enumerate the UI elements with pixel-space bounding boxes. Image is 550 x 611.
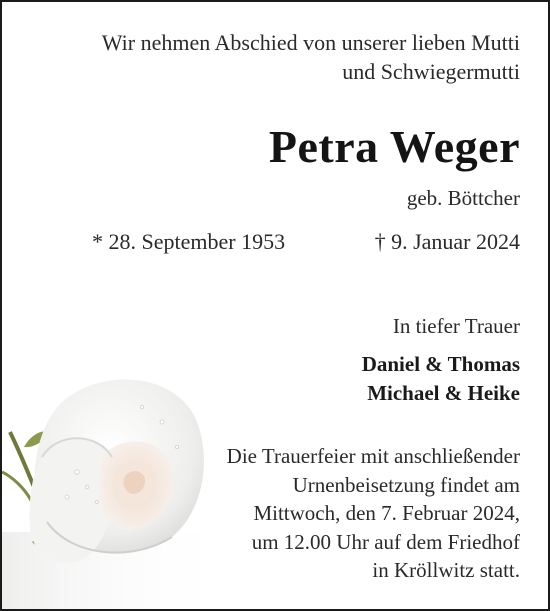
service-line-4: um 12.00 Uhr auf dem Friedhof xyxy=(251,529,520,554)
intro-text xyxy=(102,28,520,86)
mourning-line: In tiefer Trauer xyxy=(392,314,520,338)
service-line-1: Die Trauerfeier mit anschließender xyxy=(226,444,520,468)
deceased-name: Petra Weger xyxy=(268,121,520,172)
service-line-2: Urnenbeisetzung findet am xyxy=(292,472,520,497)
mourners-list xyxy=(362,350,520,408)
service-details xyxy=(227,442,520,585)
life-dates xyxy=(92,228,520,256)
intro-line-1: Wir nehmen Abschied von unserer lieben Mutti xyxy=(101,30,520,55)
intro-line-2: und Schwiegermutti xyxy=(342,59,520,84)
death-date: † 9. Januar 2024 xyxy=(374,229,520,254)
birth-name: geb. Böttcher xyxy=(406,186,520,210)
birth-date: * 28. September 1953 xyxy=(92,229,286,254)
service-line-3: Mittwoch, den 7. Februar 2024, xyxy=(253,501,520,525)
mourner-line-1: Daniel & Thomas xyxy=(361,352,520,376)
white-rose-icon xyxy=(2,362,232,611)
service-line-5: in Kröllwitz statt. xyxy=(372,558,520,582)
mourner-line-2: Michael & Heike xyxy=(367,381,520,405)
